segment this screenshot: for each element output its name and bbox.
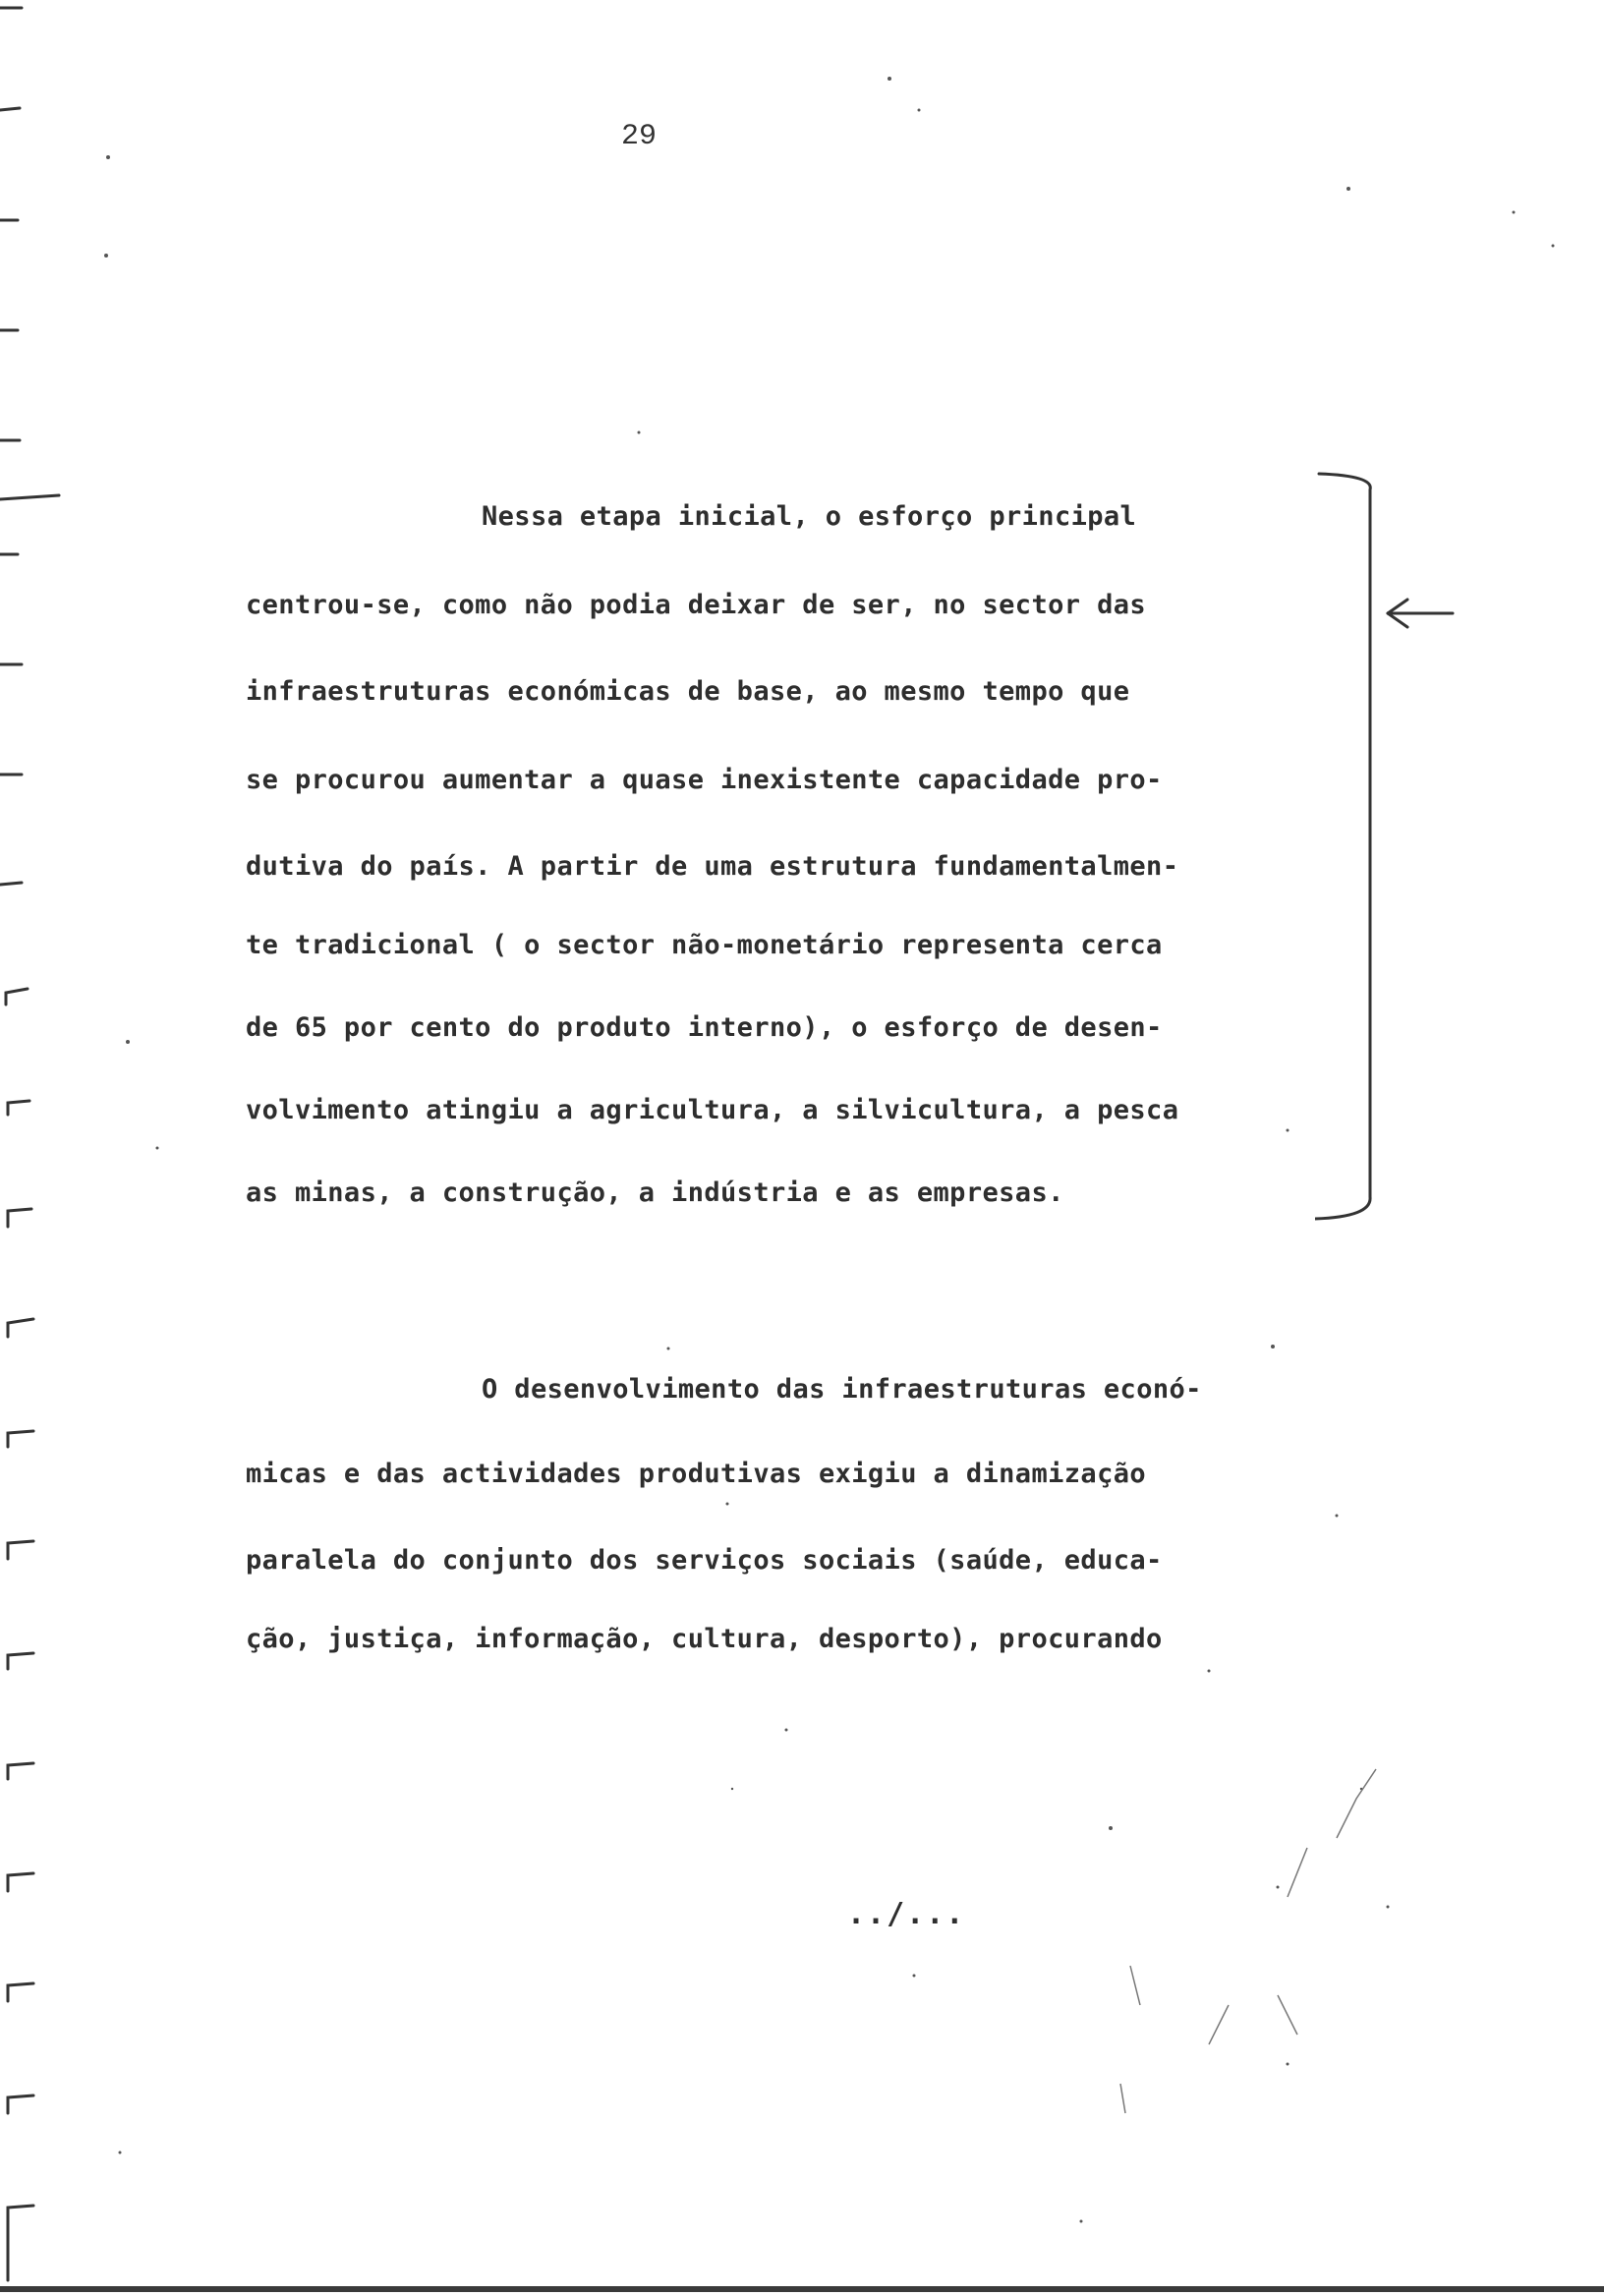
- text-line: volvimento atingiu a agricultura, a silvicultura, a pesca: [246, 1095, 1179, 1125]
- text-line: te tradicional ( o sector não-monetário representa cerca: [246, 930, 1163, 960]
- text-line: paralela do conjunto dos serviços sociais (saúde, educa-: [246, 1545, 1163, 1576]
- text-line: centrou-se, como não podia deixar de ser, no sector das: [246, 590, 1147, 620]
- text-line: se procurou aumentar a quase inexistente capacidade pro-: [246, 765, 1163, 795]
- margin-bracket: [1315, 470, 1374, 1223]
- text-line: as minas, a construção, a indústria e as empresas.: [246, 1177, 1064, 1208]
- text-line: dutiva do país. A partir de uma estrutura fundamentalmen-: [246, 851, 1179, 882]
- text-line: infraestruturas económicas de base, ao mesmo tempo que: [246, 676, 1130, 707]
- continuation-mark: ../...: [847, 1897, 966, 1931]
- text-line: O desenvolvimento das infraestruturas econó-: [482, 1374, 1202, 1405]
- binder-margin-marks: [0, 0, 118, 2296]
- scan-bottom-edge: [0, 2286, 1604, 2292]
- text-line: Nessa etapa inicial, o esforço principal: [482, 501, 1137, 532]
- text-line: de 65 por cento do produto interno), o esforço de desen-: [246, 1012, 1163, 1043]
- text-line: micas e das actividades produtivas exigiu a dinamização: [246, 1459, 1147, 1489]
- page-number: 29: [621, 120, 658, 153]
- left-arrow-icon: [1384, 594, 1455, 633]
- text-line: ção, justiça, informação, cultura, desporto), procurando: [246, 1624, 1163, 1654]
